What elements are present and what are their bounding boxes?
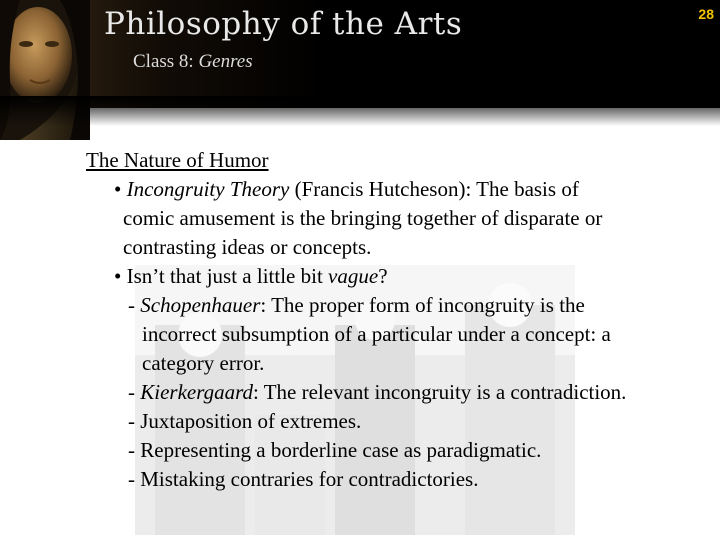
sub-item-text: : The proper form of incongruity is the	[260, 293, 585, 317]
sub-item-text: Representing a borderline case as paradigmatic.	[140, 438, 542, 462]
sub-item	[86, 407, 706, 436]
sub-item-marker: -	[128, 409, 141, 433]
bullet-list	[86, 175, 706, 494]
sub-item-marker: -	[128, 380, 141, 404]
bullet-item-text: ?	[378, 264, 388, 288]
bullet-item-text: comic amusement is the bringing together of disparate or	[123, 206, 603, 230]
sub-item-emphasis: Kierkergaard	[140, 380, 254, 404]
sub-item-continuation	[86, 320, 706, 349]
sub-item-text: category error.	[142, 351, 265, 375]
bullet-item	[86, 262, 706, 291]
bullet-item-marker: •	[114, 264, 127, 288]
bullet-item	[86, 175, 706, 204]
sub-item-continuation	[86, 349, 706, 378]
presentation-title: Philosophy of the Arts	[104, 6, 463, 42]
sub-item	[86, 465, 706, 494]
sub-item-emphasis: Schopenhauer	[140, 293, 261, 317]
sub-item-text: Mistaking contraries for contradictories.	[140, 467, 479, 491]
class-subtitle	[133, 51, 253, 73]
banner-fade	[0, 96, 720, 126]
sub-item-text: : The relevant incongruity is a contradiction.	[253, 380, 627, 404]
sub-item-marker: -	[128, 293, 141, 317]
bullet-item-text: contrasting ideas or concepts.	[123, 235, 372, 259]
bullet-item-text: Isn’t that just a little bit	[126, 264, 329, 288]
slide-number: 28	[698, 6, 714, 22]
sub-item	[86, 436, 706, 465]
sub-item	[86, 378, 706, 407]
bullet-item-continuation	[86, 233, 706, 262]
subtitle-emphasis: Genres	[198, 51, 253, 72]
sub-item-marker: -	[128, 438, 141, 462]
sub-item-text: Juxtaposition of extremes.	[140, 409, 362, 433]
sub-item-marker: -	[128, 467, 141, 491]
section-heading: The Nature of Humor	[86, 148, 269, 172]
slide-content	[86, 146, 706, 494]
bullet-item-marker: •	[114, 177, 127, 201]
bullet-item-continuation	[86, 204, 706, 233]
sub-item-text: incorrect subsumption of a particular under a concept: a	[142, 322, 611, 346]
subtitle-prefix: Class 8:	[133, 51, 199, 72]
bullet-item-text: (Francis Hutcheson): The basis of	[289, 177, 579, 201]
sub-item	[86, 291, 706, 320]
bullet-item-emphasis: Incongruity Theory	[126, 177, 290, 201]
bullet-item-emphasis: vague	[328, 264, 379, 288]
